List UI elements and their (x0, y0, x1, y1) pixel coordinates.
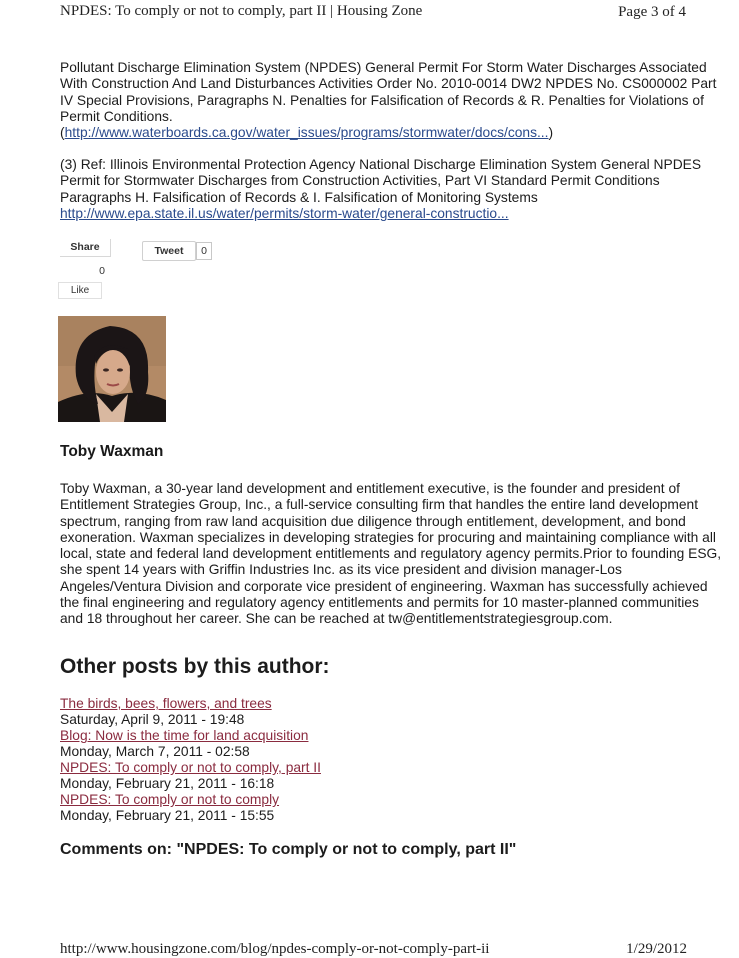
post-date: Monday, March 7, 2011 - 02:58 (60, 744, 250, 759)
list-item (60, 792, 321, 824)
print-footer-url: http://www.housingzone.com/blog/npdes-comply-or-not-comply-part-ii (60, 941, 490, 957)
other-posts-heading: Other posts by this author: (60, 655, 330, 678)
reference-3-text: (3) Ref: Illinois Environmental Protection Agency National Discharge Elimination System General NPDES Permit for Stormwater Discharges from Construction Activities, Part VI Standard Permit Conditions Paragraphs H. Falsification of Records & I. Falsification of Monitoring Systems (60, 157, 702, 205)
post-date: Monday, February 21, 2011 - 15:55 (60, 808, 275, 823)
list-item (60, 760, 321, 792)
reference-1 (60, 60, 720, 141)
print-header-title: NPDES: To comply or not to comply, part II | Housing Zone (60, 3, 423, 19)
author-photo (58, 316, 166, 422)
reference-3 (60, 157, 720, 222)
author-bio: Toby Waxman, a 30-year land development and entitlement executive, is the founder and president of Entitlement Strategies Group, Inc., a full-service consulting firm that handles the entire land development spectrum, ranging from raw land acquisition due diligence through entitlement, development, and bond exoneration. Waxman specializes in developing strategies for procuring and maintaining compliance with all local, state and federal land development entitlements and regulatory agency permits.Prior to founding ESG, she spent 14 years with Griffin Industries Inc. as its vice president and division manager-Los Angeles/Ventura Division and corporate vice president of engineering. Waxman has successfully achieved the final engineering and regulatory agency entitlements and permits for 10 master-planned communities and 18 throughout her career. She can be reached at tw@entitlementstrategiesgroup.com. (60, 481, 722, 627)
share-button[interactable]: Share (60, 239, 111, 257)
reference-3-link[interactable]: http://www.epa.state.il.us/water/permits/storm-water/general-constructio... (60, 205, 509, 221)
post-link[interactable]: The birds, bees, flowers, and trees (60, 696, 272, 711)
reference-1-paren-open: ( (60, 125, 65, 141)
reference-1-link[interactable]: http://www.waterboards.ca.gov/water_issues/programs/stormwater/docs/cons... (64, 125, 549, 141)
tweet-button[interactable]: Tweet (142, 241, 196, 261)
print-page-number: Page 3 of 4 (618, 4, 686, 20)
author-name: Toby Waxman (60, 443, 164, 460)
list-item (60, 728, 321, 760)
tweet-count: 0 (196, 242, 212, 260)
like-count: 0 (99, 265, 105, 277)
like-button[interactable]: Like (58, 282, 102, 299)
post-date: Monday, February 21, 2011 - 16:18 (60, 776, 275, 791)
post-link[interactable]: Blog: Now is the time for land acquisition (60, 728, 309, 743)
print-footer-date: 1/29/2012 (626, 941, 687, 957)
author-portrait (58, 316, 166, 422)
post-link[interactable]: NPDES: To comply or not to comply (60, 792, 280, 807)
reference-1-text: Pollutant Discharge Elimination System (NPDES) General Permit For Storm Water Discharges Associated With Construction And Land Disturbances Activities Order No. 2010-0014 DW2 NPDES No. CS000002 Part IV Special Provisions, Paragraphs N. Penalties for Falsification of Records & R. Penalties for Violations of Permit Conditions. (60, 60, 717, 124)
reference-1-paren-close: ) (548, 125, 554, 141)
list-item (60, 696, 321, 728)
comments-heading: Comments on: "NPDES: To comply or not to comply, part II" (60, 841, 517, 858)
post-date: Saturday, April 9, 2011 - 19:48 (60, 712, 245, 727)
other-posts-list (60, 696, 321, 824)
post-link[interactable]: NPDES: To comply or not to comply, part II (60, 760, 321, 775)
